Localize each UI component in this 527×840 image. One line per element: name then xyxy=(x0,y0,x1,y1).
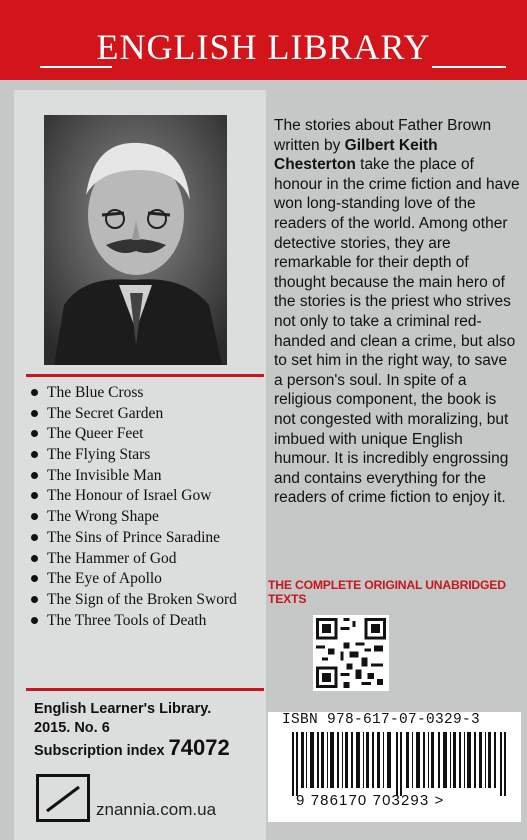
bullet-icon xyxy=(31,472,38,479)
header-rule-right xyxy=(432,66,506,68)
list-item: The Invisible Man xyxy=(30,467,264,484)
list-item: The Honour of Israel Gow xyxy=(30,487,264,504)
divider-bottom xyxy=(26,688,264,691)
bullet-icon xyxy=(31,534,38,541)
bullet-icon xyxy=(31,430,38,437)
bullet-icon xyxy=(31,513,38,520)
series-title: ENGLISH LIBRARY xyxy=(96,27,431,67)
qr-code-icon xyxy=(313,615,389,691)
blurb-text xyxy=(274,116,520,508)
subscription-line xyxy=(34,735,230,761)
author-name: Gilbert Keith Chesterton xyxy=(274,136,438,174)
list-item: The Flying Stars xyxy=(30,446,264,463)
portrait-image xyxy=(44,115,227,365)
blurb-body: take the place of honour in the crime fiction and have won long-standing love of the readers of the world. Among other detective stories, they are remarkable for their depth of thought because the main hero of the stories is the priest who strives not only to take a criminal red-handed and clean a crime, but also to set him in the right way, to save a person's soul. In spite of a religious component, the book is not congested with moralizing, but imbued with unique English humour. It is incredibly engrossing and contains everything for the readers of crime fiction to enjoy it. xyxy=(274,156,520,507)
header-band xyxy=(0,0,527,80)
isbn-label: ISBN 978-617-07-0329-3 xyxy=(282,712,481,728)
contents-list xyxy=(30,384,264,632)
list-item: The Three Tools of Death xyxy=(30,612,264,629)
imprint-series: English Learner's Library. xyxy=(34,701,212,717)
logo-glyph xyxy=(39,777,87,819)
blurb-intro: The stories about Father Brown written by xyxy=(274,117,492,154)
list-item: The Hammer of God xyxy=(30,550,264,567)
subscription-index: 74072 xyxy=(168,735,230,760)
qr-pattern xyxy=(313,615,389,691)
bullet-icon xyxy=(31,451,38,458)
bullet-icon xyxy=(31,575,38,582)
unabridged-tagline: THE COMPLETE ORIGINAL UNABRIDGED TEXTS xyxy=(268,578,506,606)
list-item: The Sign of the Broken Sword xyxy=(30,591,264,608)
ean-digits: 9 786170 703293 > xyxy=(296,792,445,809)
bullet-icon xyxy=(31,492,38,499)
subscription-label: Subscription index xyxy=(34,743,169,759)
bullet-icon xyxy=(31,389,38,396)
bullet-icon xyxy=(31,555,38,562)
bullet-icon xyxy=(31,596,38,603)
list-item: The Blue Cross xyxy=(30,384,264,401)
list-item: The Eye of Apollo xyxy=(30,570,264,587)
barcode-icon xyxy=(292,732,512,796)
divider-top xyxy=(26,374,264,377)
bullet-icon xyxy=(31,617,38,624)
bullet-icon xyxy=(31,410,38,417)
list-item: The Sins of Prince Saradine xyxy=(30,529,264,546)
imprint-block xyxy=(34,700,230,761)
list-item: The Queer Feet xyxy=(30,425,264,442)
list-item: The Secret Garden xyxy=(30,405,264,422)
imprint-issue: 2015. No. 6 xyxy=(34,720,110,736)
publisher-website: znannia.com.ua xyxy=(96,800,217,819)
publisher-logo-icon xyxy=(36,774,90,822)
list-item: The Wrong Shape xyxy=(30,508,264,525)
author-portrait xyxy=(44,115,227,365)
